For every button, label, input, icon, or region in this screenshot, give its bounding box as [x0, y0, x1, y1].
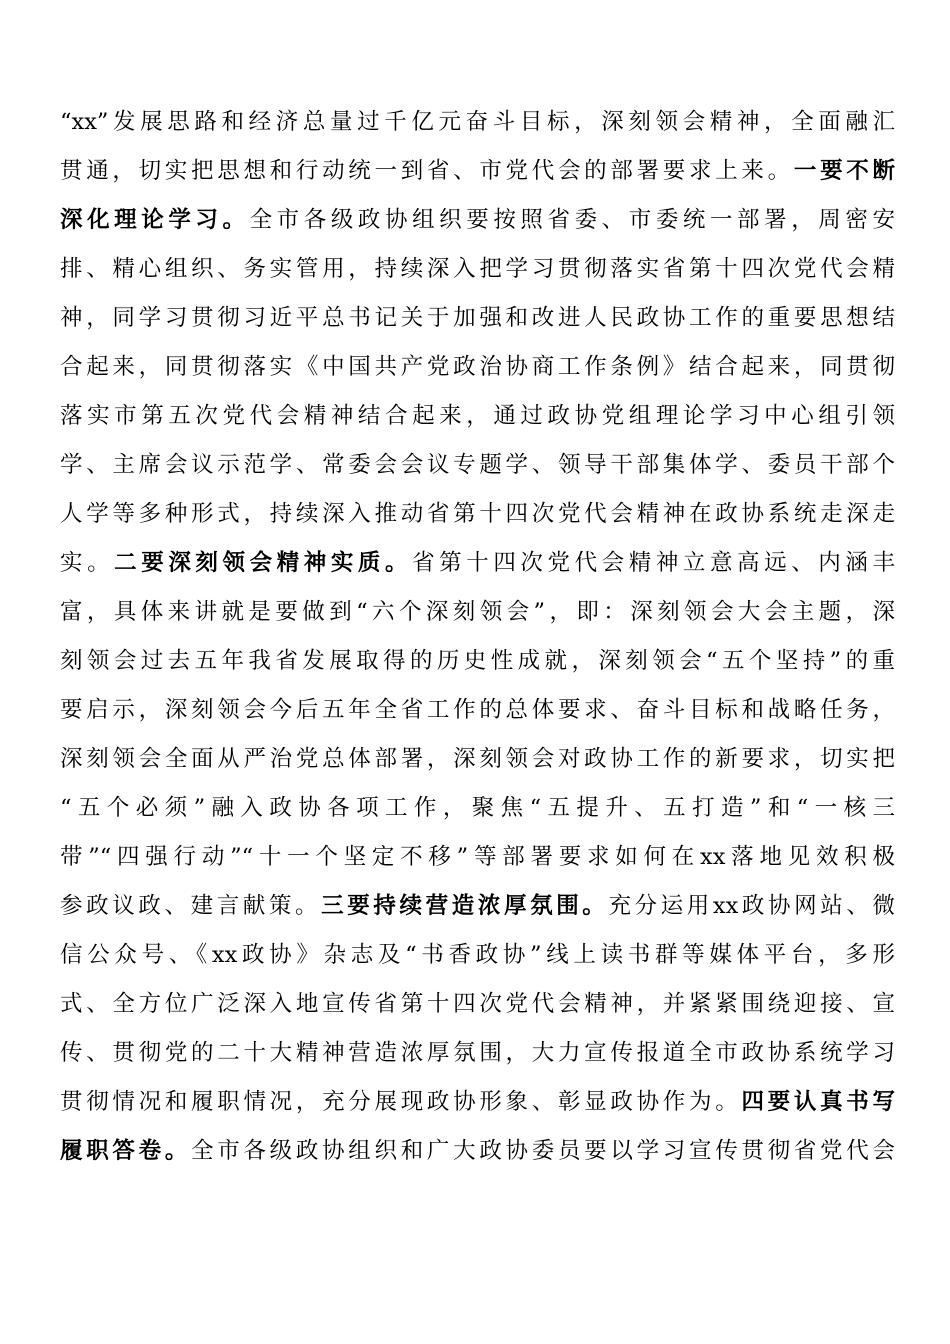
bold-heading-text: 三要持续营造浓厚氛围。: [321, 893, 609, 919]
text-line: [60, 196, 895, 245]
body-text: 省第十四次党代会精神立意高远、内涵丰: [412, 550, 895, 576]
text-line: [60, 98, 895, 147]
body-text: 充分运用xx政协网站、微: [608, 893, 895, 919]
body-text: “xx”发展思路和经济总量过千亿元奋斗目标，深刻领会精神，全面融汇: [60, 109, 895, 135]
text-line: [60, 882, 895, 931]
text-line: [60, 343, 895, 392]
body-text: 落实市第五次党代会精神结合起来，通过政协党组理论学习中心组引领: [60, 403, 895, 429]
body-text: 带”“四强行动”“十一个坚定不移”等部署要求如何在xx落地见效积极: [60, 844, 895, 870]
body-text: 全市各级政协组织和广大政协委员要以学习宣传贯彻省党代会: [191, 1138, 895, 1164]
body-text: 全市各级政协组织要按照省委、市委统一部署，周密安: [249, 207, 895, 233]
body-text: 贯彻情况和履职情况，充分展现政协形象、彰显政协作为。: [60, 1089, 742, 1115]
body-text: 贯通，切实把思想和行动统一到省、市党代会的部署要求上来。: [60, 158, 794, 184]
text-line: [60, 980, 895, 1029]
text-line: [60, 392, 895, 441]
text-line: [60, 490, 895, 539]
bold-heading-text: 四要认真书写: [741, 1089, 895, 1115]
body-text: “五个必须”融入政协各项工作，聚焦“五提升、五打造”和“一核三: [60, 795, 895, 821]
bold-heading-text: 深化理论学习。: [60, 207, 250, 233]
text-line: [60, 245, 895, 294]
text-line: [60, 147, 895, 196]
body-text: 合起来，同贯彻落实《中国共产党政治协商工作条例》结合起来，同贯彻: [60, 354, 895, 380]
text-line: [60, 686, 895, 735]
body-text: 传、贯彻党的二十大精神营造浓厚氛围，大力宣传报道全市政协系统学习: [60, 1040, 895, 1066]
body-text: 富，具体来讲就是要做到“六个深刻领会”，即：深刻领会大会主题，深: [60, 599, 895, 625]
body-text: 刻领会过去五年我省发展取得的历史性成就，深刻领会“五个坚持”的重: [60, 648, 895, 674]
bold-heading-text: 一要不断: [793, 158, 895, 184]
text-line: [60, 539, 895, 588]
body-text: 人学等多种形式，持续深入推动省第十四次党代会精神在政协系统走深走: [60, 501, 895, 527]
bold-heading-text: 履职答卷。: [60, 1138, 192, 1164]
text-line: [60, 1078, 895, 1127]
body-text: 深刻领会全面从严治党总体部署，深刻领会对政协工作的新要求，切实把: [60, 746, 895, 772]
bold-heading-text: 二要深刻领会精神实质。: [114, 550, 413, 576]
text-line: [60, 441, 895, 490]
text-line: [60, 1127, 895, 1176]
body-text: 式、全方位广泛深入地宣传省第十四次党代会精神，并紧紧围绕迎接、宣: [60, 991, 895, 1017]
text-line: [60, 833, 895, 882]
body-text: 实。: [60, 550, 115, 576]
body-text: 神，同学习贯彻习近平总书记关于加强和改进人民政协工作的重要思想结: [60, 305, 895, 331]
text-line: [60, 1029, 895, 1078]
body-text: 信公众号、《xx政协》杂志及“书香政协”线上读书群等媒体平台，多形: [60, 942, 895, 968]
body-text: 参政议政、建言献策。: [60, 893, 322, 919]
text-line: [60, 637, 895, 686]
body-text: 要启示，深刻领会今后五年全省工作的总体要求、奋斗目标和战略任务，: [60, 697, 895, 723]
text-line: [60, 784, 895, 833]
text-line: [60, 294, 895, 343]
document-body: [60, 98, 895, 1176]
body-text: 排、精心组织、务实管用，持续深入把学习贯彻落实省第十四次党代会精: [60, 256, 895, 282]
body-text: 学、主席会议示范学、常委会会议专题学、领导干部集体学、委员干部个: [60, 452, 895, 478]
text-line: [60, 735, 895, 784]
text-line: [60, 931, 895, 980]
text-line: [60, 588, 895, 637]
